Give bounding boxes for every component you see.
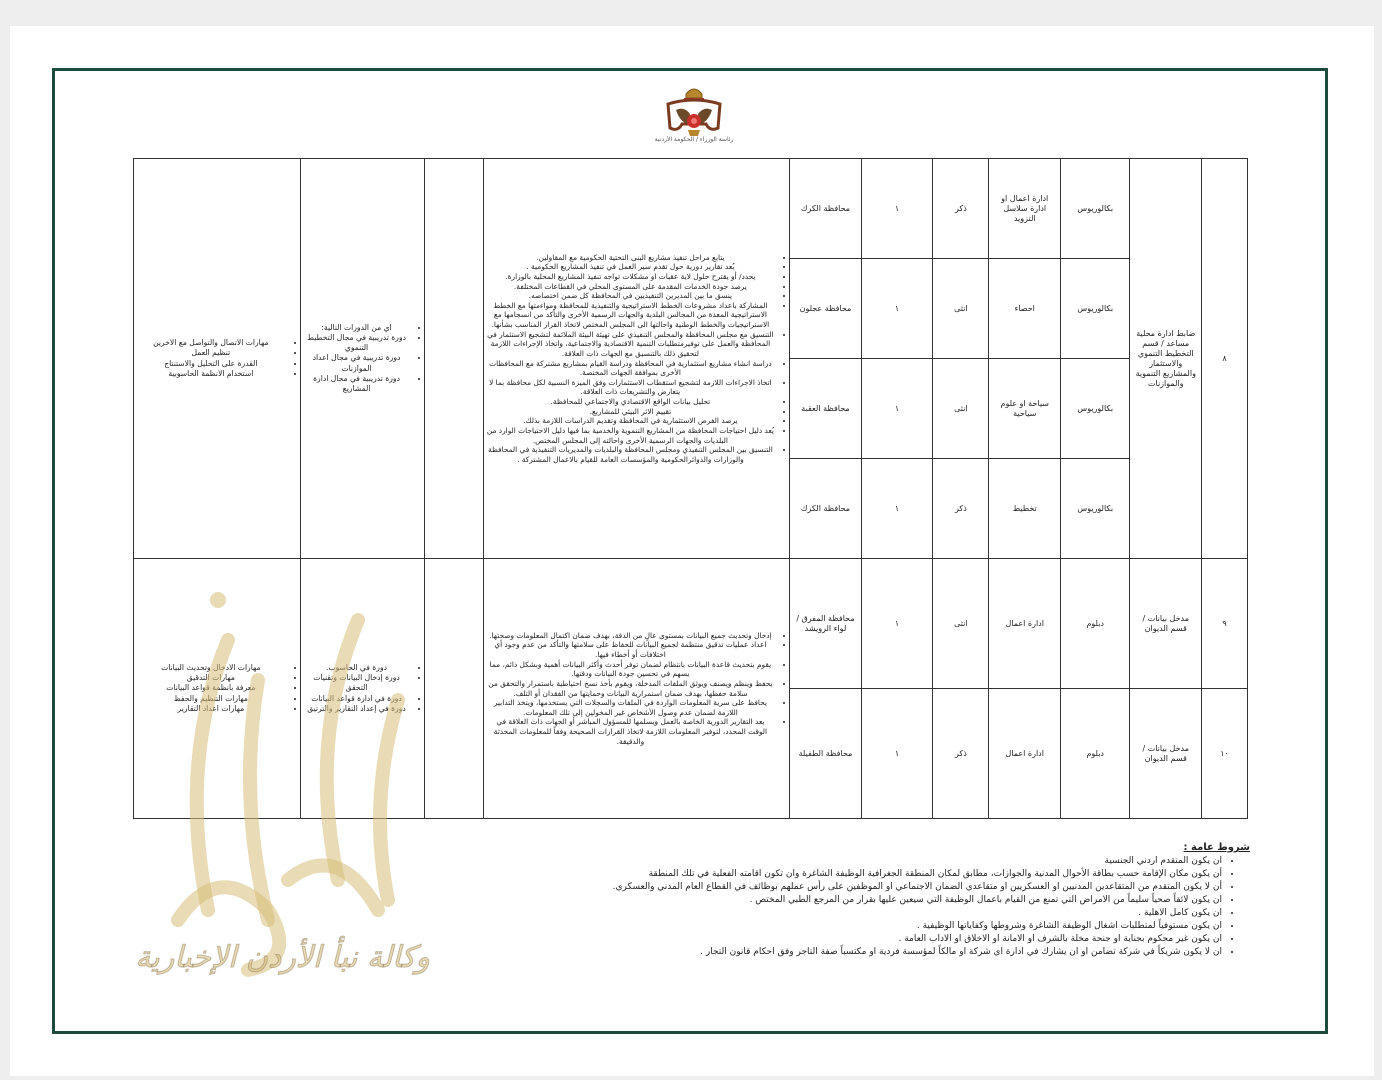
list-item: • مهارات التنظيم والحفظ [137, 694, 285, 704]
list-item: • دورة تدريبية في مجال ادارة المشاريع [304, 374, 410, 394]
list-item: • يرصد جودة الخدمات المقدمة على المستوى المحلي في القطاعات المختلفة. [487, 282, 775, 292]
job-number: ١٠ [1202, 689, 1248, 819]
degree: بكالوريوس [1061, 359, 1130, 459]
job-title: مدخل بيانات / قسم الديوان [1130, 559, 1202, 689]
skills-list [137, 663, 297, 713]
specialty: ادارة اعمال او ادارة سلاسل التزويد [989, 159, 1061, 259]
list-item: • اعداد عمليات تدقيق منتظمة لجميع البيانات للحفاظ على سلامتها والتأكد من عدم وجود أي اختلافات أو أخطاء فيها. [487, 640, 775, 659]
list-item: • يحدد/ أو يقترح حلول لاية عقبات او مشكلات تواجه تنفيذ المشاريع المحلية بالوزارة. [487, 272, 775, 282]
list-item: • دورة في الحاسوب. [304, 663, 410, 673]
list-item: • ينسق ما بين المديرين التنفيذيين في المحافظة كل ضمن اختصاصه. [487, 291, 775, 301]
gender: ذكر [933, 159, 989, 259]
duties-list [487, 253, 787, 465]
location: محافظة الكرك [790, 159, 862, 259]
job-skills [134, 559, 301, 819]
job-title: ضابط ادارة محلية مساعد / قسم التخطيط التنموي والاستثمار والمشاريع التنموية والموازنات [1130, 159, 1202, 559]
list-item: • مهارات الاتصال والتواصل مع الاخرين [137, 338, 285, 348]
job-duties [483, 159, 790, 559]
table-row [134, 559, 1248, 689]
location: محافظة الكرك [790, 459, 862, 559]
list-item: • ان يكون مستوفياً لمتطلبات اشغال الوظيفة الشاغرة وشروطها وكفاياتها الوظيفية . [470, 920, 1222, 933]
list-item: • يرصد الفرص الاستثمارية في المحافظة وتقديم الدراسات اللازمة بذلك. [487, 416, 775, 426]
list-item: • دورة تدريبية في مجال اعداد الموازنات [304, 353, 410, 373]
list-item: • تحليل بيانات الواقع الاقتصادي والاجتماعي للمحافظة. [487, 397, 775, 407]
degree: دبلوم [1061, 689, 1130, 819]
empty-cell [425, 159, 483, 559]
gender: ذكر [933, 689, 989, 819]
list-item: • دورة في إعداد التقارير والترتيق [304, 704, 410, 714]
specialty: تخطيط [989, 459, 1061, 559]
list-item: • مهارات اعداد التقارير [137, 704, 285, 714]
degree: بكالوريوس [1061, 459, 1130, 559]
location: محافظة عجلون [790, 259, 862, 359]
gender: انثى [933, 259, 989, 359]
list-item: • ان يكون المتقدم اردني الجنسية [470, 855, 1222, 868]
location: محافظة العقبة [790, 359, 862, 459]
degree: بكالوريوس [1061, 259, 1130, 359]
degree: دبلوم [1061, 559, 1130, 689]
list-item: • مهارات الادخال وتحديث البيانات [137, 663, 285, 673]
list-item: • اتخاذ الاجراءات اللازمة لتشجيع استقطاب الاستثمارات وفق الميزة النسبية لكل محافظة بما لا يتعارض والتشريعات ذات العلاقة. [487, 378, 775, 397]
vacancies-table [133, 158, 1248, 819]
list-item: • معرفة بانظمة قواعد البيانات [137, 683, 285, 693]
general-conditions [470, 842, 1250, 959]
list-item: • يُعد تقارير دورية حول تقدم سير العمل في تنفيذ المشاريع الحكومية . [487, 262, 775, 272]
list-item: • ان يكون لائقاً صحياً سليماً من الامراض التي تمنع من القيام باعمال الوظيفة التي سيعين عليها بقرار من المرجع الطبي المختص . [470, 894, 1222, 907]
list-item: • أن يكون مكان الإقامة حسب بطاقة الأحوال المدنية والجوازات، مطابق لمكان المنطقة الجغرافية الوظيفة الشاغرة وان تكون اقامته الفعلية في تلك المنطقة [470, 868, 1222, 881]
list-item: • دورة إدخال البيانات وتقنيات التحقق [304, 673, 410, 693]
count: ١ [861, 459, 933, 559]
job-number: ٨ [1202, 159, 1248, 559]
emblem-caption: رئاسة الوزراء / الحكومة الأردنية [654, 136, 734, 143]
location: محافظة المفرق / لواء الرويشد [790, 559, 862, 689]
list-item: • اي من الدورات التالية: [304, 323, 410, 333]
list-item: • يُعد دليل احتياجات المحافظة من المشاريع التنموية والخدمية بما فيها دليل الاحتياجات الوارد من البلديات والجهات الرسمية الأخرى واحالته إلى المجلس المختص. [487, 426, 775, 445]
count: ١ [861, 359, 933, 459]
empty-cell [425, 559, 483, 819]
courses-list [304, 663, 422, 713]
courses-list [304, 323, 422, 393]
list-item: • إدخال وتحديث جميع البيانات بمستوى عالٍ من الدقة، بهدف ضمان اكتمال المعلومات وصحتها. [487, 631, 775, 641]
job-title: مدخل بيانات / قسم الديوان [1130, 689, 1202, 819]
list-item: • دورة في ادارة قواعد البيانات [304, 694, 410, 704]
degree: بكالوريوس [1061, 159, 1130, 259]
conditions-list [470, 855, 1250, 959]
specialty: ادارة اعمال [989, 689, 1061, 819]
list-item: • استخدام الانظمة الحاسوبية [137, 369, 285, 379]
table-row [134, 159, 1248, 259]
job-skills [134, 159, 301, 559]
job-courses [300, 559, 425, 819]
list-item: • تنظيم العمل [137, 348, 285, 358]
gender: ذكر [933, 459, 989, 559]
count: ١ [861, 559, 933, 689]
list-item: • المشاركة باعداد مشروعات الخطط الاستراتيجية والتنفيذية للمحافظة ومواءمتها مع الخطط الاستراتيجية المعدة من المجالس البلدية والجهات الرسمية الأخرى والتأكد من انسجامها مع الاستراتيجيات والخطط الوطنية واحالتها الى المجلس المختص لاتخاذ القرار المناسب بشأنها. [487, 301, 775, 330]
list-item: • القدرة على التحليل والاستنتاج [137, 359, 285, 369]
duties-list [487, 631, 787, 747]
list-item: • دورة تدريبية في مجال التخطيط التنموي [304, 333, 410, 353]
job-courses [300, 159, 425, 559]
list-item: • تقييم الاثر البيئي للمشاريع. [487, 407, 775, 417]
list-item: • يتابع مراحل تنفيذ مشاريع البنى التحتية الحكومية مع المقاولين. [487, 253, 775, 263]
job-duties [483, 559, 790, 819]
specialty: احصاء [989, 259, 1061, 359]
list-item: • يقوم بتحديث قاعدة البيانات بانتظام لضمان توفر أحدث وأكثر البيانات أهمية وبشكل دائم، مما يسهم في تحسين جودة البيانات ودقتها. [487, 660, 775, 679]
specialty: سياحة او علوم سياحية [989, 359, 1061, 459]
list-item: • يعد التقارير الدورية الخاصة بالعمل ويسلمها للمسؤول المباشر أو الجهات ذات العلاقة في الوقت المحدد، لتوفير المعلومات اللازمة لاتخاذ القرارات الصحيحة وفقاً للمعلومات المحدثة والدقيقة. [487, 717, 775, 746]
specialty: ادارة اعمال [989, 559, 1061, 689]
list-item: • ان يكون كامل الاهلية . [470, 907, 1222, 920]
gender: انثى [933, 359, 989, 459]
list-item: • التنسيق مع مجلس المحافظة والمجلس التنفيذي على تهيئة البيئة الملائمة لتشجيع الاستثمار في المحافظة والعمل على توفيرمتطلبات التنمية الاقتصادية والاجتماعية، واتخاذ الإجراءات اللازمة لتحقيق ذلك بالتنسيق مع الجهات ذات العلاقة. [487, 330, 775, 359]
count: ١ [861, 159, 933, 259]
list-item: • ان لا يكون شريكاً في شركة تضامن او ان يشارك في ادارة اي شركة او مالكاً لمؤسسة فردية او مكتسباً صفة التاجر وفق احكام قانون التجار . [470, 946, 1222, 959]
skills-list [137, 338, 297, 378]
location: محافظة الطفيلة [790, 689, 862, 819]
list-item: • التنسيق بين المجلس التنفيذي ومجلس المحافظة والبلديات والمديريات التنفيذية في المحافظة والوزارات والدوائرالحكومية والمؤسسات العامة للقيام بالاعمال المشتركة . [487, 445, 775, 464]
conditions-title: شروط عامة : [1183, 842, 1250, 853]
count: ١ [861, 689, 933, 819]
list-item: • دراسة انشاء مشاريع استثمارية في المحافظة ودراسة القيام بمشاريع مشتركة مع المحافظات الأخرى بموافقة الجهات المختصة. [487, 359, 775, 378]
watermark-text: وكالة نبأ الأردن الإخبارية [135, 940, 430, 975]
list-item: • يحافظ على سرية المعلومات الواردة في الملفات والسجلات التي يستخدمها، ويتخذ التدابير اللازمة لضمان عدم وصول الأشخاص غير المخولين إلى تلك المعلومات. [487, 698, 775, 717]
list-item: • مهارات التدقيق [137, 673, 285, 683]
gender: انثى [933, 559, 989, 689]
list-item: • أن لا يكون المتقدم من المتقاعدين المدنيين او العسكريين او متقاعدي الضمان الاجتماعي او الموظفين على رأس عملهم بوظائف في القطاع العام المدني والعسكري. [470, 881, 1222, 894]
list-item: • يحفظ وينظم ويصنف ويوثق الملفات المدخلة، ويقوم بأخذ نسخ احتياطية باستمرار والتحقق من سلامة حفظها، بهدف ضمان استمرارية البيانات وحمايتها من الفقدان أو التلف. [487, 679, 775, 698]
count: ١ [861, 259, 933, 359]
list-item: • ان يكون غير محكوم بجناية او جنحة مخلة بالشرف او الامانة او الاخلاق او الاداب العامة . [470, 933, 1222, 946]
job-number: ٩ [1202, 559, 1248, 689]
